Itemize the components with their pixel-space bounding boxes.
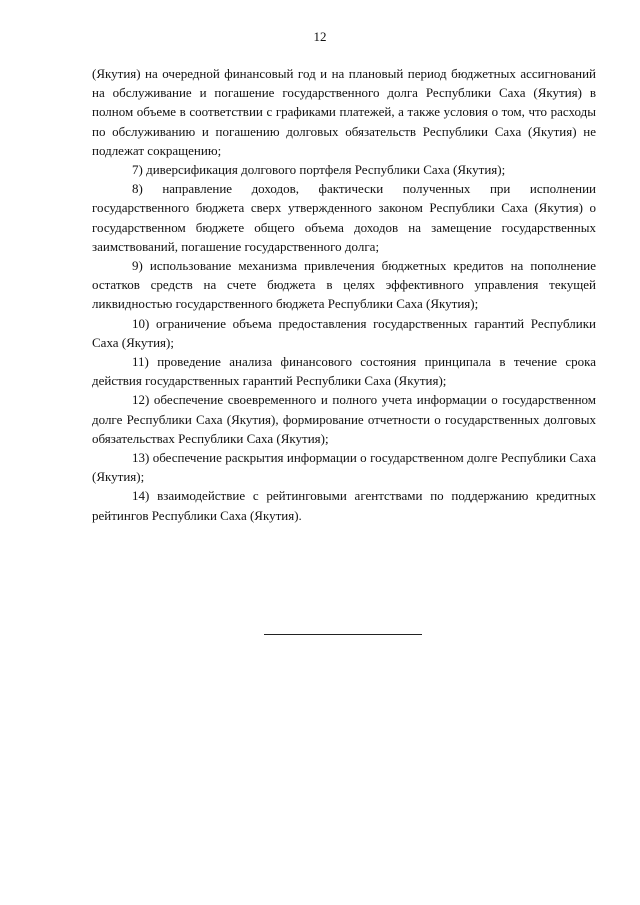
end-separator-line <box>264 634 422 635</box>
list-item-14: 14) взаимодействие с рейтинговыми агентствами по поддержанию кредитных рейтингов Республики Саха (Якутия). <box>92 488 596 523</box>
page-number: 12 <box>313 29 327 44</box>
body-text <box>92 64 596 525</box>
list-item-13: 13) обеспечение раскрытия информации о государственном долге Республики Саха (Якутия); <box>92 450 596 485</box>
list-item-9: 9) использование механизма привлечения бюджетных кредитов на пополнение остатков средств на счете бюджета в целях эффективного управления текущей ликвидностью государственного бюджета Республики Саха (Якутия); <box>92 258 596 312</box>
list-item-10: 10) ограничение объема предоставления государственных гарантий Республики Саха (Якутия); <box>92 315 596 350</box>
list-item-7: 7) диверсификация долгового портфеля Республики Саха (Якутия); <box>132 162 506 178</box>
list-item-11: 11) проведение анализа финансового состояния принципала в течение срока действия государственных гарантий Республики Саха (Якутия); <box>92 354 596 389</box>
list-item-8: 8) направление доходов, фактически полученных при исполнении государственного бюджета сверх утвержденного законом Республики Саха (Якутия) о государственном бюджете общего объема доходов на замещение государственных заимствований, погашение государственного долга; <box>92 181 596 254</box>
list-item-12: 12) обеспечение своевременного и полного учета информации о государственном долге Республики Саха (Якутия), формирование отчетности о государственных долговых обязательствах Республики Саха (Якутия); <box>92 392 596 446</box>
paragraph-continuation: (Якутия) на очередной финансовый год и на плановый период бюджетных ассигнований на обслуживание и погашение государственного долга Республики Саха (Якутия) в полном объеме в соответствии с графиками платежей, а также условия о том, что расходы по обслуживанию и погашению долговых обязательств Республики Саха (Якутия) не подлежат сокращению; <box>92 66 596 158</box>
